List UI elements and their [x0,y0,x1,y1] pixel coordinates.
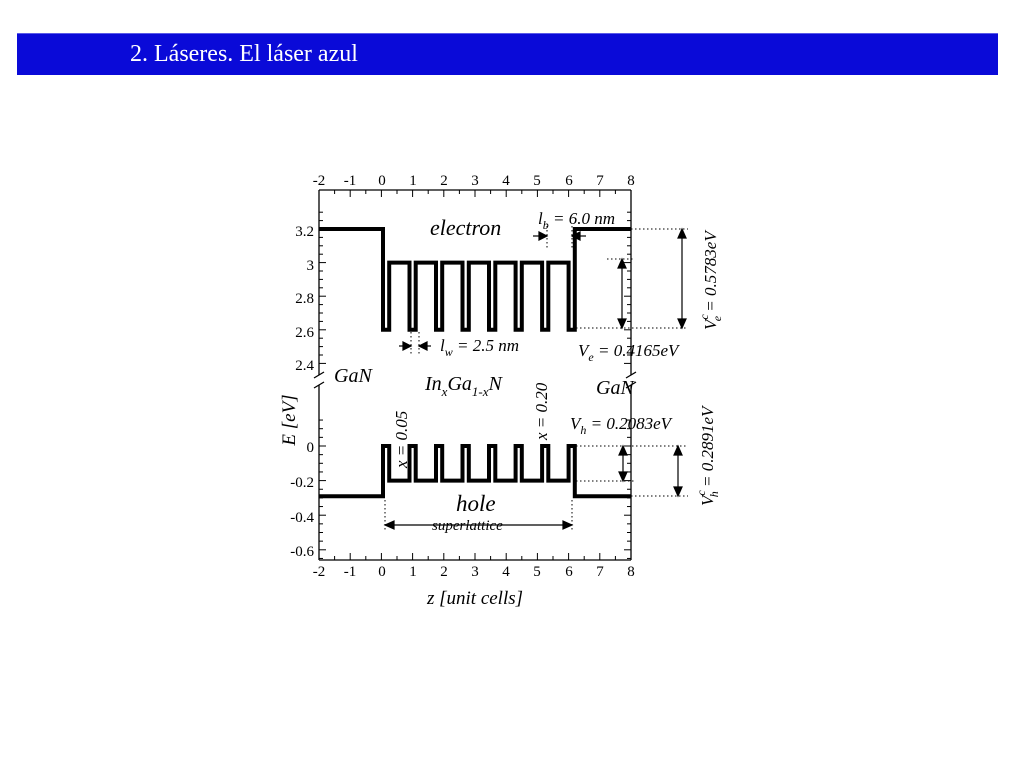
x-tick-label: 8 [627,173,635,189]
y-tick-label: 3.2 [295,224,314,240]
vhc-sup: c [694,490,708,496]
y-tick-labels-upper [295,224,314,374]
lb-sym: l [538,209,543,228]
material-ga: Ga [447,373,472,395]
x-tick-label: 7 [596,564,604,580]
y-tick-label: 0 [306,440,314,456]
y-tick-label: -0.6 [290,544,314,560]
electron-label: electron [430,215,502,240]
arrow-head [619,446,627,455]
x-tick-label: 0 [378,173,386,189]
vhc-sub: h [707,491,721,498]
x-tick-label: 0 [378,564,386,580]
y-tick-labels-lower [290,440,314,560]
y-tick-label: -0.4 [290,510,314,526]
x-tick-label: -1 [343,173,357,189]
vec-sym: V [701,319,720,330]
material-label [424,373,504,399]
vh-sub: h [580,423,587,437]
vhc-sym: V [698,495,717,506]
slide-title: 2. Láseres. El láser azul [130,41,358,67]
ve-sym: V [578,341,589,360]
x-tick-label: 1 [409,564,417,580]
vhc-annotation [694,404,721,506]
x-tick-label: -2 [312,564,326,580]
gan-left-label: GaN [334,365,372,387]
arrow-head [674,446,682,455]
arrow-head [678,319,686,328]
vhc-rest: = 0.2891eV [698,406,717,492]
gan-right-label: GaN [596,377,634,399]
x-tick-label: 3 [471,564,479,580]
x-axis-title: z [unit cells] [426,588,524,609]
x-tick-label: 4 [502,173,510,189]
x-tick-label: 4 [502,564,510,580]
arrow-head [539,232,547,240]
lw-sub: w [444,345,453,359]
x-tick-labels-top [313,173,635,189]
arrow-head [563,521,572,529]
x-tick-label: 3 [471,173,479,189]
ve-rest: = 0.4165eV [593,341,679,360]
material-in: In [425,373,442,395]
band-diagram-figure [270,160,730,620]
arrow-head [674,487,682,496]
electron-band-curve [319,229,631,330]
vh-sym: V [570,414,581,433]
ve-annotation [578,341,681,364]
vh-rest: = 0.2083eV [586,414,672,433]
x-tick-label: 1 [409,173,417,189]
x-tick-label: 6 [565,564,573,580]
arrow-head [618,259,626,268]
superlattice-label: superlattice [432,518,503,534]
lb-sub: b [542,218,549,232]
lb-rest: = 6.0 nm [548,209,615,228]
x-tick-label: 2 [440,564,448,580]
vec-sup: c [697,314,711,320]
x-tick-label: 6 [565,173,573,189]
x-tick-label: 5 [533,173,541,189]
vec-sub: e [710,315,724,322]
x-tick-label: -2 [312,173,326,189]
material-sub-1x: 1-x [471,384,489,399]
material-sub-x: x [441,384,448,399]
x-tick-label: 7 [596,173,604,189]
y-tick-label: 2.8 [295,291,314,307]
hole-band-curve [319,446,631,496]
ve-sub: e [588,350,594,364]
x-low-label: x = 0.05 [392,410,411,468]
hole-label: hole [456,491,496,516]
y-axis-title: E [eV] [279,394,300,446]
y-tick-label: 2.6 [295,325,314,341]
x-high-label: x = 0.20 [532,382,551,440]
x-tick-label: -1 [343,564,357,580]
vh-annotation [570,414,674,437]
x-tick-label: 5 [533,564,541,580]
x-tick-label: 2 [440,173,448,189]
vec-annotation [697,229,724,330]
arrow-head [618,319,626,328]
arrow-head [619,472,627,481]
lw-rest: = 2.5 nm [452,336,519,355]
y-tick-label: -0.2 [290,475,314,491]
slide-title-bar [17,33,998,75]
lw-sym: l [440,336,445,355]
y-tick-label: 3 [306,258,314,274]
arrow-head [419,342,427,350]
lw-annotation [440,336,519,359]
vec-rest: = 0.5783eV [701,231,720,316]
y-tick-label: 2.4 [295,358,314,374]
x-tick-label: 8 [627,564,635,580]
arrow-head [385,521,394,529]
arrow-head [678,229,686,238]
band-diagram-svg [270,160,730,620]
x-tick-labels-bottom [313,564,635,580]
arrow-head [403,342,411,350]
material-n: N [488,373,502,395]
